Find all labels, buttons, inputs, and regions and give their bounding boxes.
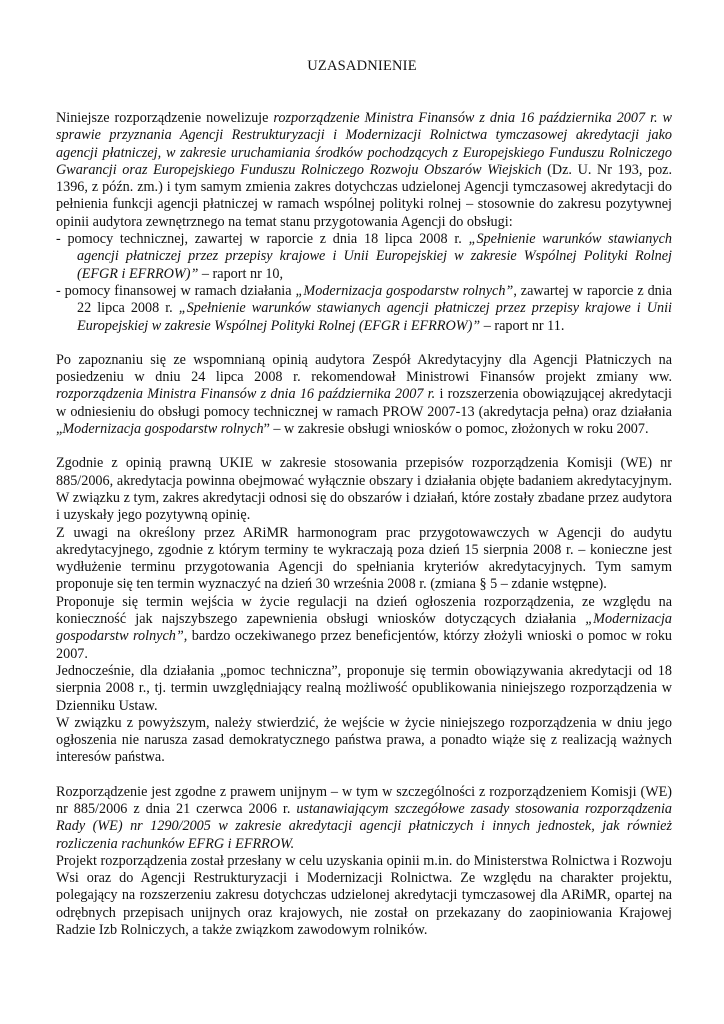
- paragraph-consultation: Projekt rozporządzenia został przesłany w celu uzyskania opinii m.in. do Ministerstwa Rolnictwa i Rozwoju Wsi oraz do Agencji Restrukturyzacji i Modernizacji Rolnictwa. Ze względu na charakter projektu, polegający na rozszerzeniu zakresu dotychczas udzielonej akredytacji tymczasowej dla ARiMR, opartej na odrębnych przepisach unijnych oraz krajowych, nie został on przekazany do zaopiniowania Krajowej Radzie Izb Rolniczych, a także związkom zawodowym rolników.: [56, 852, 672, 939]
- document-body: [56, 110, 672, 939]
- text-span: - pomocy technicznej, zawartej w raporcie z dnia 18 lipca 2008 r.: [56, 231, 469, 248]
- paragraph-eu-compliance: [56, 784, 672, 853]
- text-span: Po zapoznaniu się ze wspomnianą opinią audytora Zespół Akredytacyjny dla Agencji Płatniczych na posiedzeniu w dniu 24 lipca 2008 r. rekomendował Ministrowi Finansów projekt zmiany ww.: [56, 351, 672, 386]
- text-span: i rozszerzenia obowiązującej akredytacji w odniesieniu do obsługi pomocy technicznej w ramach PROW 2007-13 (akredytacja pełna) oraz działania „: [56, 386, 672, 438]
- paragraph-legal-opinion: Zgodnie z opinią prawną UKIE w zakresie stosowania przepisów rozporządzenia Komisji (WE) nr 885/2006, akredytacja powinna obejmować wyłącznie obszary i działania objęte badaniem akredytacyjnym. W związku z tym, zakres akredytacji odnosi się do obszarów i działań, które zostały zbadane przez audytora i uzyskały jego pozytywną opinię.: [56, 455, 672, 524]
- text-span: Niniejsze rozporządzenie nowelizuje: [56, 110, 274, 126]
- italic-measure-name: „Modernizacja gospodarstw rolnych”: [295, 282, 514, 299]
- document-title: UZASADNIENIE: [307, 58, 417, 74]
- italic-measure-name: Modernizacja gospodarstw rolnych: [62, 421, 264, 438]
- paragraph-gap: [56, 767, 672, 784]
- list-item-financial-aid: [56, 283, 672, 335]
- text-span: – raport nr 10,: [198, 265, 284, 282]
- text-span: - pomocy finansowej w ramach działania: [56, 282, 296, 299]
- text-span: ” – w zakresie obsługi wniosków o pomoc, złożonych w roku 2007.: [263, 421, 649, 438]
- italic-regulation-title: ustanawiającym szczegółowe zasady stosowania rozporządzenia Rady (WE) nr 1290/2005 w zakresie akredytacji agencji płatniczych i innych jednostek, jak również rozliczenia rachunków EFRG i EFRROW.: [56, 800, 672, 852]
- paragraph-technical-aid-term: Jednocześnie, dla działania „pomoc techniczna”, proponuje się termin obowiązywania akredytacji od 18 sierpnia 2008 r., tj. termin uwzględniający realną możliwość opublikowania niniejszego rozporządzenia w Dzienniku Ustaw.: [56, 662, 672, 714]
- paragraph-schedule: Z uwagi na określony przez ARiMR harmonogram prac przygotowawczych w Agencji do audytu akredytacyjnego, zgodnie z którym terminy te wykraczają poza dzień 15 sierpnia 2008 r. – konieczne jest wydłużenie terminu przygotowania Agencji do spełniania kryteriów akredytacyjnych. Tym samym proponuje się ten termin wyznaczyć na dzień 30 września 2008 r. (zmiana § 5 – zdanie wstępne).: [56, 524, 672, 593]
- text-span: , zawartej w raporcie z dnia 22 lipca 2008 r.: [77, 282, 673, 317]
- paragraph-intro: [56, 110, 672, 231]
- text-span: Rozporządzenie jest zgodne z prawem unijnym – w tym w szczególności z rozporządzeniem Komisji (WE) nr 885/2006 z dnia 21 czerwca 2006 r.: [56, 783, 672, 817]
- text-span: Proponuje się termin wejścia w życie regulacji na dzień ogłoszenia rozporządzenia, ze względu na konieczność jak najszybszego zapewnienia obsługi wniosków dotyczących działania: [56, 593, 672, 628]
- text-span: (Dz. U. Nr 193, poz. 1396, z późn. zm.) i tym samym zmienia zakres dotychczas udzielonej Agencji tymczasowej akredytacji do pełnienia funkcji agencji płatniczej w ramach wspólnej polityki rolnej – stosownie do zakresu pozytywnej opinii audytora zewnętrznego na temat stanu przygotowania Agencji do obsługi:: [56, 161, 673, 230]
- italic-regulation-title: rozporządzenia Ministra Finansów z dnia 16 października 2007 r.: [56, 386, 436, 403]
- paragraph-entry-into-force: [56, 594, 672, 663]
- paragraph-conclusion: W związku z powyższym, należy stwierdzić, że wejście w życie niniejszego rozporządzenia w dniu jego ogłoszenia nie narusza zasad demokratycznego państwa prawa, a ponadto wiąże się z realizacją ważnych interesów państwa.: [56, 714, 672, 766]
- italic-measure-name: „Modernizacja gospodarstw rolnych”,: [56, 611, 672, 645]
- text-span: – raport nr 11.: [480, 317, 565, 334]
- italic-report-title: „Spełnienie warunków stawianych agencji płatniczej przez przepisy krajowe i Unii Europejskiej w zakresie Wspólnej Polityki Rolnej (EFGR i EFRROW)”: [77, 231, 672, 282]
- paragraph-recommendation: [56, 352, 672, 438]
- paragraph-gap: [56, 335, 672, 352]
- italic-report-title: „Spełnienie warunków stawianych agencji płatniczej przez przepisy krajowe i Unii Europejskiej w zakresie Wspólnej Polityki Rolnej (EFGR i EFRROW)”: [77, 300, 672, 334]
- paragraph-gap: [56, 438, 672, 455]
- list-item-technical-aid: [56, 231, 672, 283]
- italic-regulation-title: rozporządzenie Ministra Finansów z dnia 16 października 2007 r. w sprawie przyznania Agencji Restrukturyzacji i Modernizacji Rolnictwa tymczasowej akredytacji jako agencji płatniczej, w zakresie uruchamiania środków pochodzących z Europejskiego Funduszu Rolniczego Gwarancji oraz Europejskiego Funduszu Rolniczego Rozwoju Obszarów Wiejskich: [56, 110, 672, 178]
- text-span: bardzo oczekiwanego przez beneficjentów, którzy złożyli wnioski o pomoc w roku 2007.: [56, 628, 673, 662]
